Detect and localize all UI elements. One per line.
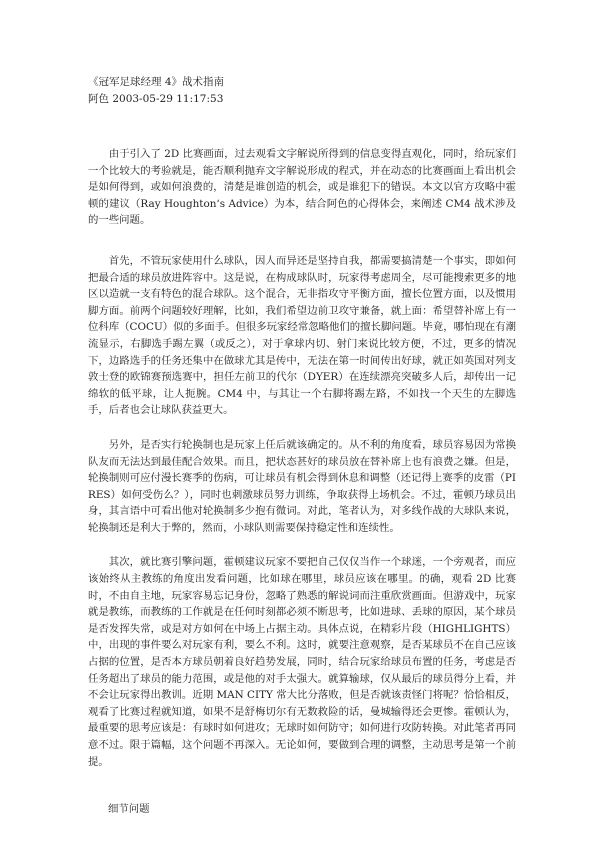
paragraph-match-engine: 其次，就比赛引擎问题，霍顿建议玩家不要把自己仅仅当作一个球迷，一个旁观者，而应该始终从主教练的角度出发看问题，比如球在哪里，球员应该在哪里。的确，观看 2D 比赛时，不由自主地，玩家容易忘记身份，忽略了熟悉的解说词而注重欣赏画面。但游戏中，玩家就是教练，而教练的工作就是在任何时刻都必须不断思考，比如进球、丢球的原因，某个球员是否发挥失常，或是对方如何在中场上占据主动。具体点说，在精彩片段（HIGHLIGHTS）中，出现的事件要么对玩家有利，要么不利。这时，就要注意观察，是否某球员不在自己应该占据的位置，是否本方球员朝着良好趋势发展，同时，结合玩家给球员布置的任务，考虑是否任务超出了球员的能力范围，或是他的对手太强大。就算输球，仅从最后的球员得分上看，并不会让玩家得出教训。近期 MAN CITY 常大比分落败，但是否就该责怪门将呢？恰恰相反，观看了比赛过程就知道，如果不是舒梅切尔有无数救险的话，曼城输得还会更惨。霍顿认为，最重要的思考应该是：有球时如何进攻；无球时如何防守；如何进行攻防转换。对此笔者再同意不过。限于篇幅，这个问题不再深入。无论如何，要做到合理的调整，主动思考是第一个前提。 bbox=[88, 556, 516, 768]
paragraph-intro: 由于引入了 2D 比赛画面，过去观看文字解说所得到的信息变得直观化，同时，给玩家们一个比较大的考验就是，能否顺利抛弃文字解说形成的程式，并在动态的比赛画面上看出机会是如何得到，或如何浪费的，清楚是谁创造的机会，或是谁犯下的错误。本文以官方攻略中霍顿的建议（Ray Houghton‘s Advice）为本，结合阿色的心得体会，来阐述 CM4 战术涉及的一些问题。 bbox=[88, 148, 516, 227]
paragraph-rotation: 另外，是否实行轮换制也是玩家上任后就该确定的。从不利的角度看，球员容易因为常换队友而无法达到最佳配合效果。而且，把状态甚好的球员放在替补席上也有浪费之嫌。但是，轮换制则可应付漫长赛季的伤病，可让球员有机会得到休息和调整（还记得上赛季的皮雷（PIRES）如何受伤么？），同时也刺激球员努力训练，争取获得上场机会。不过，霍顿乃球员出身，其言语中可看出他对轮换制多少抱有微词。对此，笔者认为，对多线作战的大球队来说，轮换制还是利大于弊的，然而，小球队则需要保持稳定性和连续性。 bbox=[88, 438, 516, 534]
section-heading-details: 细节问题 bbox=[108, 803, 150, 815]
article-title: 《冠军足球经理 4》战术指南 bbox=[88, 76, 225, 88]
paragraph-squad-composition: 首先，不管玩家使用什么球队，因人而异还是坚持自我，都需要搞清楚一个事实，即如何把最合适的球员放进阵容中。这是说，在构成球队时，玩家得考虑周全，尽可能搜索更多的地区以造就一支有特色的混合球队。这个混合，无非指攻守平衡方面，擅长位置方面，以及惯用脚方面。前两个问题较好理解，比如，我们希望边前卫攻守兼备，就上面：希望替补席上有一位科库（COCU）似的多面手。但很多玩家经常忽略他们的擅长脚问题。毕竟，哪怕现在有潮流显示，右脚选手踢左翼（或反之），对于拿球内切、射门来说比较方便，不过，更多的情况下，边路选手的任务还集中在做球尤其是传中，无法在第一时间传出好球，就正如英国对列支敦士登的欧锦赛预选赛中，担任左前卫的代尔（DYER）在连续漂亮突破多人后，却传出一记绵软的低平球，让人扼腕。CM4 中，与其让一个右脚将踢左路，不如找一个天生的左脚选手，后者也会让球队获益更大。 bbox=[88, 254, 517, 417]
article-header bbox=[88, 74, 518, 108]
article-byline: 阿色 2003-05-29 11:17:53 bbox=[88, 93, 224, 105]
article-body bbox=[88, 146, 516, 788]
